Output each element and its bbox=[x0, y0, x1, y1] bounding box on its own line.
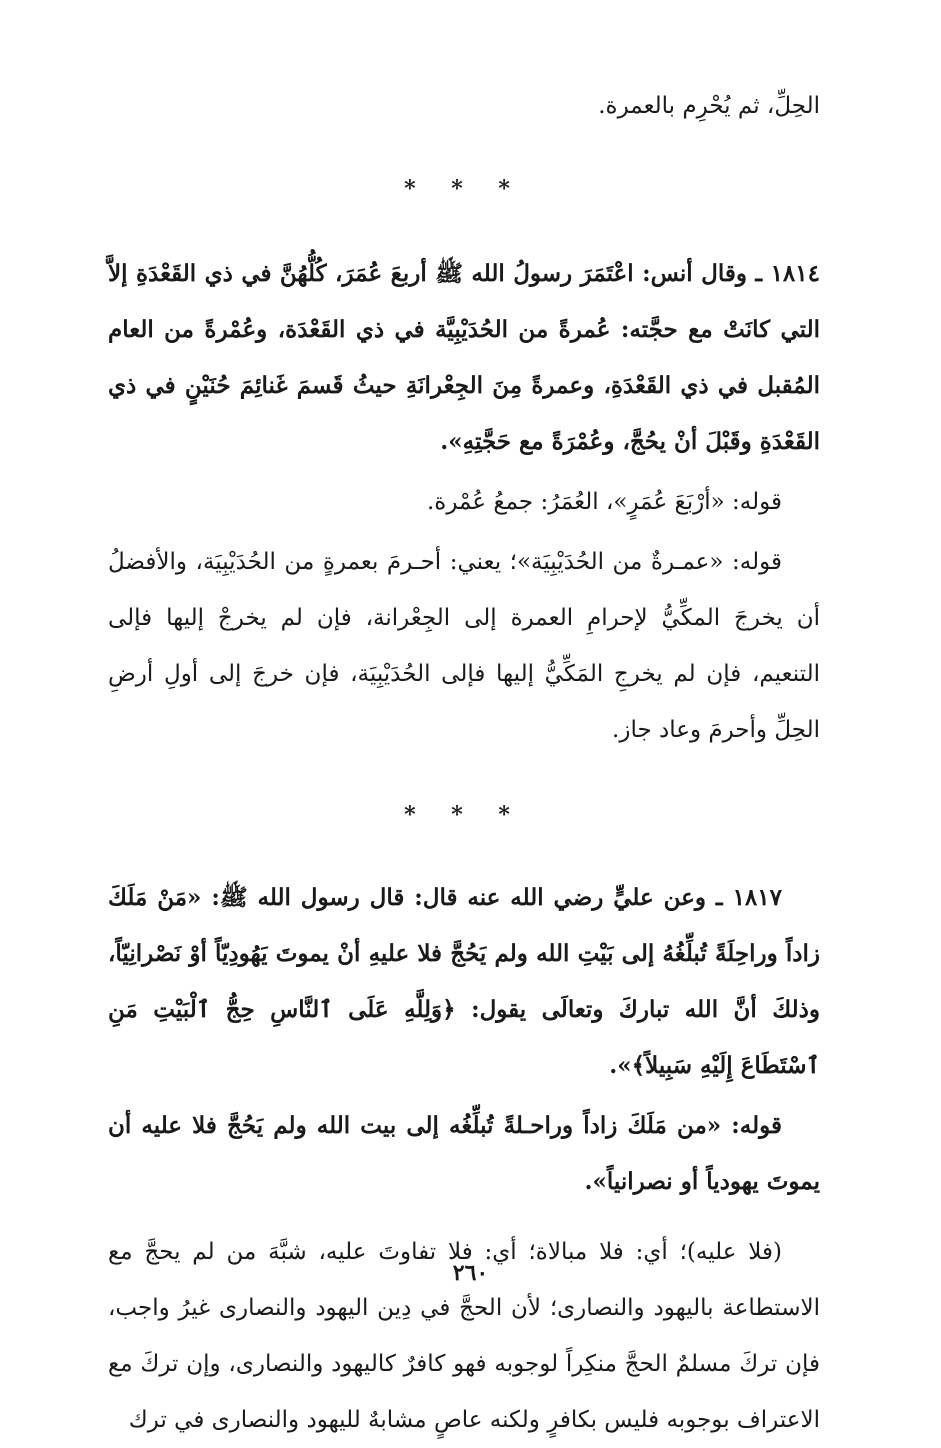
section-separator: * * * bbox=[404, 802, 524, 828]
commentary-fala-alayh: (فلا عليه)؛ أي: فلا مبالاة؛ أي: فلا تفاوتَ عليه، شبَّهَ من لم يحجَّ مع الاستطاعة باليهود والنصارى؛ لأن الحجَّ في دِين اليهود والنصارى غيرُ واجب، فإن تركَ مسلمٌ الحجَّ منكِراً لوجوبه فهو كافرٌ كاليهود والنصارى، وإن تركَ مع الاعتراف بوجوبه فليس بكافرٍ ولكنه عاصٍ مشابهٌ لليهود والنصارى في ترك bbox=[108, 1239, 820, 1433]
commentary-quote-1817: قوله: «من مَلَكَ زاداً وراحـلةً تُبلِّغُه إلى بيت الله ولم يَحُجَّ فلا عليه أن يموتَ يهودياً أو نصرانياً». bbox=[108, 1112, 820, 1195]
page-body bbox=[108, 78, 820, 1448]
hadith-1817: ١٨١٧ ـ وعن عليٍّ رضي الله عنه قال: قال رسول الله ﷺ: «مَنْ مَلَكَ زاداً وراحِلَةً تُبلِّغُهُ إلى بَيْتِ الله ولم يَحُجَّ فلا عليهِ أنْ يموتَ يَهُودِيّاً أوْ نَصْرانِيّاً، وذلكَ أنَّ الله تباركَ وتعالَى يقول: ﴿وَلِلَّهِ عَلَى ٱلنَّاسِ حِجُّ ٱلْبَيْتِ مَنِ ٱسْتَطَاعَ إِلَيْهِ سَبِيلاً﴾». bbox=[108, 884, 820, 1079]
commentary-arba-umar: قوله: «أرْبَعَ عُمَرٍ»، العُمَرُ: جمعُ عُمْرة. bbox=[427, 489, 782, 515]
section-separator: * * * bbox=[404, 176, 524, 202]
hadith-1814: ١٨١٤ ـ وقال أنس: اعْتَمَرَ رسولُ الله ﷺ أربعَ عُمَرَ، كُلُّهُنَّ في ذي القَعْدَةِ إلاَّ التي كانَتْ مع حجَّته: عُمرةً من الحُدَيْبِيَّة في ذي القَعْدَة، وعُمْرةً من العام المُقبل في ذي القَعْدَةِ، وعمرةً مِنَ الجِعْرانَةِ حيثُ قَسمَ غَنائِمَ حُنَيْنٍ في ذي القَعْدَةِ وقَبْلَ أنْ يحُجَّ، وعُمْرَةً مع حَجَّتِهِ». bbox=[108, 260, 820, 455]
page-number: ٢٦٠ bbox=[452, 1260, 489, 1286]
commentary-umra-hudaybiya: قوله: «عمـرةٌ من الحُدَيْبِيَة»؛ يعني: أحـرمَ بعمرةٍ من الحُدَيْبِيَة، والأفضلُ أن يخرجَ المكِّيُّ لإحرامِ العمرة إلى الجِعْرانة، فإن لم يخرجْ إليها فإلى التنعيم، فإن لم يخرجِ المَكِّيُّ إليها فإلى الحُدَيْبِيَة، فإن خرجَ إلى أولِ أرضِ الحِلِّ وأحرمَ وعاد جاز. bbox=[108, 549, 820, 743]
continuation-line: الحِلِّ، ثم يُحْرِم بالعمرة. bbox=[598, 93, 820, 119]
